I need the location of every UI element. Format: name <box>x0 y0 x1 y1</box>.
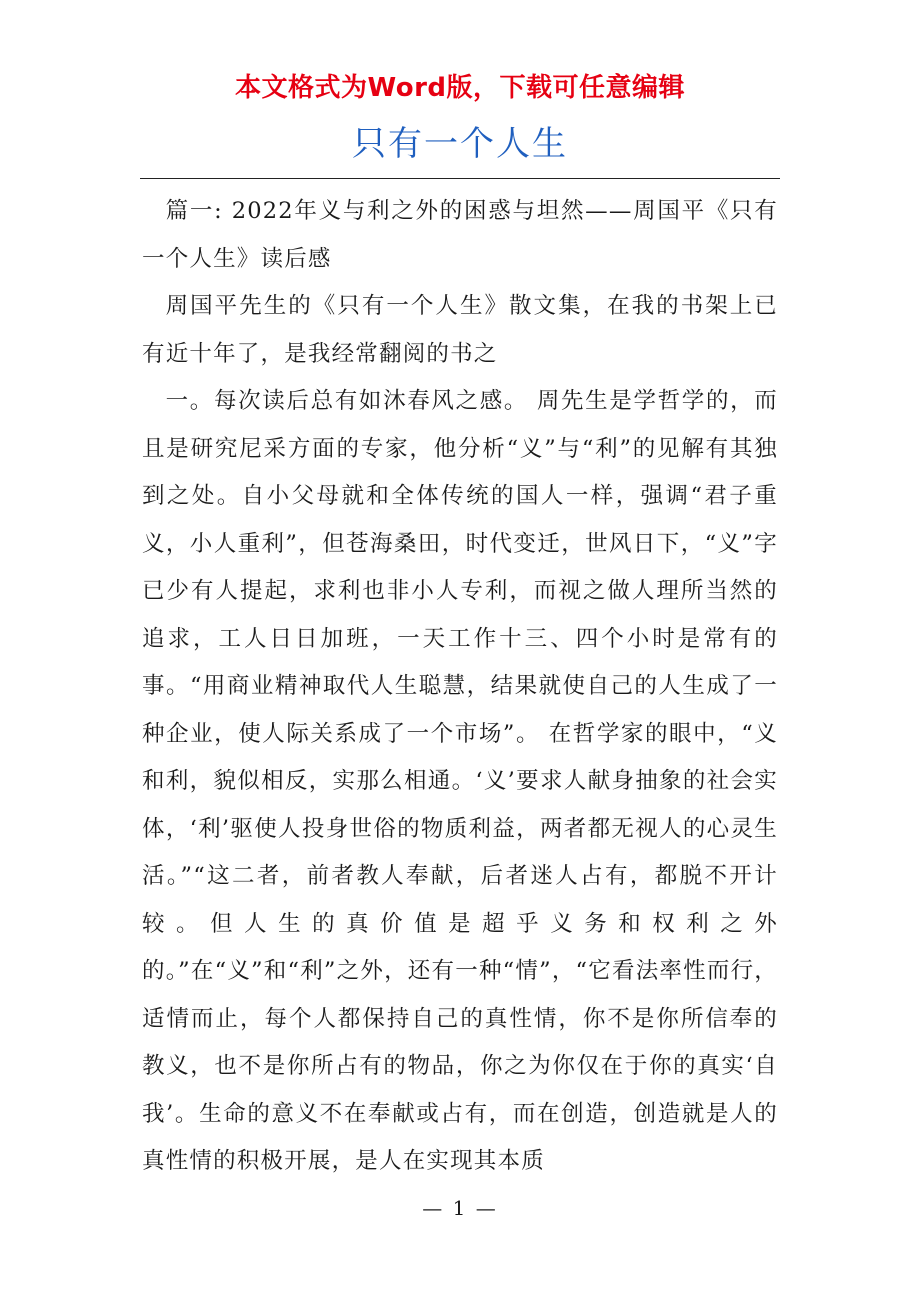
document-body <box>142 188 778 1186</box>
paragraph-heading: 篇一: 2022年义与利之外的困惑与坦然——周国平《只有一个人生》读后感 <box>142 198 778 272</box>
title-divider <box>140 178 780 179</box>
paragraph: 一。每次读后总有如沐春风之感。 周先生是学哲学的，而且是研究尼采方面的专家，他分析“义”与“利”的见解有其独到之处。自小父母就和全体传统的国人一样，强调“君子重义，小人重利”，但苍海桑田，时代变迁，世风日下，“义”字已少有人提起，求利也非小人专利，而视之做人理所当然的追求，工人日日加班，一天工作十三、四个小时是常有的事。“用商业精神取代人生聪慧，结果就使自己的人生成了一种企业，使人际关系成了一个市场”。 在哲学家的眼中，“义和利，貌似相反，实那么相通。‘义’要求人献身抽象的社会实体，‘利’驱使人投身世俗的物质利益，两者都无视人的心灵生活。”“这二者，前者教人奉献，后者迷人占有，都脱不开计较。但人生的真价值是超乎义务和权利之外的。”在“义”和“利”之外，还有一种“情”，“它看法率性而行，适情而止，每个人都保持自己的真性情，你不是你所信奉的教义，也不是你所占有的物品，你之为你仅在于你的真实‘自我’。生命的意义不在奉献或占有，而在创造，创造就是人的真性情的积极开展，是人在实现其本质 <box>142 388 778 1174</box>
page-number: — 1 — <box>422 1196 498 1220</box>
format-notice-banner: 本文格式为Word版，下载可任意编辑 <box>234 73 686 103</box>
document-title: 只有一个人生 <box>352 124 568 164</box>
paragraph: 周国平先生的《只有一个人生》散文集，在我的书架上已有近十年了，是我经常翻阅的书之 <box>142 293 778 367</box>
